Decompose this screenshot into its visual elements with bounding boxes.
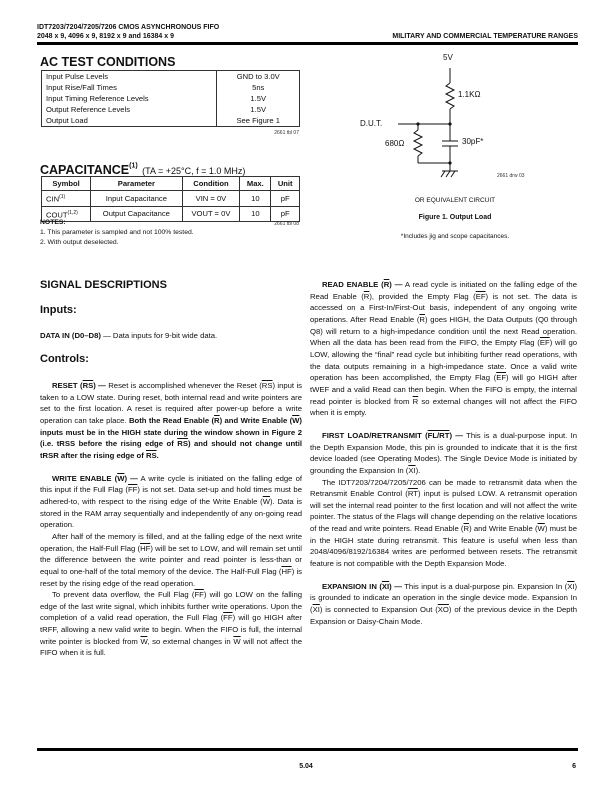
max-cell: 10 <box>240 206 271 222</box>
signal-name: $\overline{R}$ <box>383 280 390 289</box>
column-header: Symbol <box>42 177 91 191</box>
column-header: Condition <box>182 177 240 191</box>
r2-label: 680Ω <box>385 139 405 148</box>
parameter-cell: Input Capacitance <box>91 191 183 207</box>
signal-name: $\overline{FF}$ <box>194 590 204 600</box>
term: . <box>156 450 159 460</box>
column-header: Unit <box>271 177 300 191</box>
ac-value: 1.5V <box>217 104 300 115</box>
doc-title: IDT7203/7204/7205/7206 CMOS ASYNCHRONOUS FIFO <box>37 24 220 31</box>
resistor-680 <box>414 130 422 156</box>
term: ) and should not change until tRSR after the rising edge of <box>40 439 302 460</box>
signal-name: $\overline{XI}$ <box>567 581 575 591</box>
capacitance-row <box>42 191 300 207</box>
page-number: 6 <box>572 763 576 770</box>
symbol-cell <box>42 191 91 207</box>
paragraph: RESET $(\overline{RS})$ — Reset is accomplished whenever the Reset $(\overline{RS})$ input is taken to a LOW state. During reset, both internal read and write pointers are set to the first location. A reset is required after power-up before a write operation can take place. Both the Read Enable $(\overline{R})$ and Write Enable $(\overline{W})$ inputs must be in the HIGH state during the window shown in Figure 2 (i.e. tRSS before the rising edge of $\overline{RS}$) and should not change until tRSR after the rising edge of $\overline{RS}$. <box>40 381 302 460</box>
parameter-cell: Output Capacitance <box>91 206 183 222</box>
signal-name: $\overline{EF}$ <box>539 338 550 348</box>
capacitance-table <box>41 176 300 222</box>
symbol-sup: (1,2) <box>67 209 78 216</box>
condition-cell: VIN = 0V <box>182 191 240 207</box>
paragraph: After half of the memory is filled, and at the falling edge of the next write operation, the Half-Full Flag $(\overline{HF})$ will be set to LOW, and will remain set until the difference between the write pointer and read pointer is less-than or equal to one-half of the total memory of the device. The Half-Full Flag $(\overline{HF})$ is reset by the rising edge of the read operation. <box>40 531 303 588</box>
cap-label: 30pF* <box>462 137 484 146</box>
signal-name: $\overline{XI}$ <box>312 605 320 615</box>
term: RESET ( <box>52 381 83 390</box>
paragraph: FIRST LOAD/RETRANSMIT (FL/RT) — This is a dual-purpose input. In the Depth Expansion Mode, this pin is grounded to indicate that it is the first device loaded (see Operating Modes). The Single Device Mode is initiated by grounding the Expansion In $(\overline{XI})$. <box>310 430 577 475</box>
signal-name: $\overline{RS}$ <box>145 450 157 460</box>
max-cell: 10 <box>240 191 271 207</box>
ac-label: Input Rise/Fall Times <box>46 83 117 92</box>
term: READ ENABLE ( <box>322 280 384 289</box>
signal-name: $\overline{R}$ <box>419 314 425 324</box>
symbol: COUT <box>46 210 68 220</box>
ac-test-row <box>42 115 300 127</box>
figure-footnote: *Includes jig and scope capacitances. <box>400 233 510 240</box>
ac-table-ref: 2661 tbl 07 <box>274 130 299 136</box>
term: Both the Read Enable ( <box>128 415 215 425</box>
signal-name: $\overline{FF}$ <box>127 485 138 495</box>
term: ) — <box>93 381 106 390</box>
symbol-sup: (1) <box>59 194 66 200</box>
term: ) inputs must be in the HIGH state during the window shown in Figure 2 (i.e. tRSS before the rising edge of <box>40 415 302 449</box>
signal-name: $\overline{RS}$ <box>82 381 94 390</box>
signal-name: $\overline{W}$ <box>262 496 270 506</box>
signal-name: $\overline{EF}$ <box>475 291 486 301</box>
signal-name: $\overline{XI}$ <box>408 465 416 475</box>
signal-name: $\overline{RS}$ <box>261 381 273 390</box>
paragraph: WRITE ENABLE $(\overline{W})$ — A write cycle is initiated on the falling edge of this input if the Full Flag $(\overline{FF})$ is not set. Data set-up and hold times must be adhered-to, with respect to the rising edge of the Write Enable $(\overline{W})$. Data is stored in the RAM array sequentially and independently of any on-going read operation. <box>40 473 303 530</box>
doc-header-left <box>37 23 219 41</box>
signal-name: $\overline{R}$ <box>363 291 370 301</box>
term: ) — <box>124 473 138 483</box>
data-in-text: — Data inputs for 9-bit wide data. <box>100 331 218 340</box>
r1-label: 1.1KΩ <box>458 90 481 99</box>
ac-label: Input Timing Reference Levels <box>46 94 149 103</box>
signal-name: $\overline{XO}$ <box>437 605 449 615</box>
ac-test-row <box>42 71 300 83</box>
term <box>146 451 157 460</box>
term: FIRST LOAD/RETRANSMIT ( <box>322 430 428 440</box>
footer-code: 5.04 <box>299 763 313 770</box>
term: ) — <box>389 581 402 591</box>
ac-value: GND to 3.0V <box>217 71 300 83</box>
capacitance-conditions: (TA = +25°C, f = 1.0 MHz) <box>142 166 246 176</box>
signal-name: FL/RT <box>427 430 450 440</box>
ac-value: 5ns <box>217 82 300 93</box>
left-column-text <box>40 380 302 659</box>
unit-cell: pF <box>271 191 300 207</box>
supply-label: 5V <box>443 53 453 62</box>
term <box>177 439 188 448</box>
ac-test-row <box>42 93 300 104</box>
inputs-heading: Inputs: <box>40 304 77 316</box>
resistor-1k1 <box>446 83 454 109</box>
ac-test-row <box>42 82 300 93</box>
capacitance-title: CAPACITANCE <box>40 163 130 177</box>
data-in-label: DATA IN (D0–D8) <box>40 331 101 340</box>
term: ) — <box>389 280 403 289</box>
figure-caption: Figure 1. Output Load <box>418 214 492 221</box>
signal-descriptions-heading: SIGNAL DESCRIPTIONS <box>40 279 167 291</box>
figure-ref: 2661 drw 03 <box>497 173 525 179</box>
signal-name: $\overline{W}$ <box>292 415 300 425</box>
signal-name: $\overline{XI}$ <box>381 581 390 591</box>
data-in-description <box>40 331 217 340</box>
signal-name: $\overline{RT}$ <box>407 489 418 499</box>
signal-name: $\overline{W}$ <box>233 636 241 646</box>
signal-name: $\overline{HF}$ <box>281 566 292 576</box>
cap-table-ref: 2661 tbl 08 <box>274 221 299 227</box>
ac-test-table <box>41 70 300 127</box>
ac-label: Output Reference Levels <box>46 105 131 114</box>
term: WRITE ENABLE ( <box>52 473 118 483</box>
equivalent-circuit-note: OR EQUIVALENT CIRCUIT <box>414 197 496 204</box>
condition-cell: VOUT = 0V <box>182 206 240 222</box>
symbol: CIN <box>46 194 60 204</box>
signal-name: $\overline{W}$ <box>117 473 125 483</box>
note-2: 2. With output deselected. <box>40 239 119 246</box>
signal-name: $\overline{W}$ <box>537 524 545 534</box>
header-rule <box>37 42 578 45</box>
paragraph: READ ENABLE $(\overline{R})$ — A read cycle is initiated on the falling edge of the Read Enable $(\overline{R})$, provided the Empty Flag $(\overline{EF})$ is not set. The data is accessed on a First-In/First-Out basis, independent of any ongoing write operations. After Read Enable $(\overline{R})$ goes HIGH, the Data Outputs (Q0 through Q8) will return to a high-impedance condition until the next Read operation. When all the data has been read from the FIFO, the Empty Flag $(\overline{EF})$ will go LOW, allowing the “final” read cycle but inhibiting further read operations, with the data outputs remaining in a high-impedance state. Once a valid write operation has been accomplished, the Empty Flag $(\overline{EF})$ will go HIGH after tWEF and a valid Read can then begin. When the FIFO is empty, the internal read pointer is blocked from $\overline{R}$ so external changes will not affect the FIFO when it is empty. <box>310 280 578 418</box>
signal-name: $\overline{R}$ <box>214 415 220 425</box>
term <box>83 381 94 390</box>
dut-label: D.U.T. <box>360 119 383 128</box>
notes-label: NOTES: <box>40 219 66 226</box>
signal-name: $\overline{R}$ <box>463 524 470 534</box>
signal-name: $\overline{W}$ <box>140 636 148 646</box>
column-header: Max. <box>240 177 271 191</box>
signal-name: $\overline{FF}$ <box>223 613 233 623</box>
capacitance-row <box>42 206 300 222</box>
term <box>428 431 450 440</box>
signal-name: $\overline{R}$ <box>412 396 419 406</box>
controls-heading: Controls: <box>40 353 89 365</box>
footer-rule <box>37 748 578 751</box>
signal-name: $\overline{HF}$ <box>140 543 151 553</box>
term: ) and Write Enable ( <box>219 415 293 425</box>
column-header: Parameter <box>91 177 183 191</box>
ac-value: See Figure 1 <box>217 115 300 127</box>
capacitance-sup: (1) <box>129 162 138 170</box>
right-column-text <box>310 279 577 627</box>
ac-test-heading: AC TEST CONDITIONS <box>40 55 176 69</box>
unit-cell: pF <box>271 206 300 222</box>
term: ) — <box>449 430 463 440</box>
doc-header-right: MILITARY AND COMMERCIAL TEMPERATURE RANGES <box>392 33 578 40</box>
paragraph: The IDT7203/7204/7205/7206 can be made to retransmit data when the Retransmit Enable Control $(\overline{RT})$ input is pulsed LOW. A retransmit operation will set the internal read pointer to the first location and will not affect the write pointer. The status of the Flags will change depending on the relative locations of the read and write pointers. Read Enable $(\overline{R})$ and Write Enable $(\overline{W})$ must be in the HIGH state during retransmit. This feature is useful when less than 2048/4096/8192/16384 writes are performed between resets. The retransmit feature is not compatible with the Depth Expansion Mode. <box>310 477 577 569</box>
paragraph: EXPANSION IN $(\overline{XI})$ — This input is a dual-purpose pin. Expansion In $(\overline{XI})$ is grounded to indicate an operation in the single device mode. Expansion In $(\overline{XI})$ is connected to Expansion Out $(\overline{XO})$ of the previous device in the Depth Expansion or Daisy-Chain Mode. <box>310 581 578 626</box>
signal-name: $\overline{RS}$ <box>177 439 188 449</box>
notes-list <box>40 228 194 248</box>
note-1: 1. This parameter is sampled and not 100% tested. <box>40 229 194 236</box>
ac-test-row <box>42 104 300 115</box>
signal-name: $\overline{EF}$ <box>496 373 507 383</box>
ac-value: 1.5V <box>217 93 300 104</box>
ac-label: Input Pulse Levels <box>46 72 109 81</box>
paragraph: To prevent data overflow, the Full Flag $(\overline{FF})$ will go LOW on the falling edge of the last write signal, which inhibits further write operations. Upon the completion of a valid read operation, the Full Flag $(\overline{FF})$ will go HIGH after tRFF, allowing a new valid write to begin. When the FIFO is full, the internal write pointer is blocked from $\overline{W}$, so external changes in $\overline{W}$ will not affect the FIFO when it is full. <box>40 590 302 658</box>
term: EXPANSION IN ( <box>322 581 382 591</box>
ac-label: Output Load <box>46 116 88 125</box>
doc-subtitle: 2048 x 9, 4096 x 9, 8192 x 9 and 16384 x 9 <box>37 33 174 40</box>
